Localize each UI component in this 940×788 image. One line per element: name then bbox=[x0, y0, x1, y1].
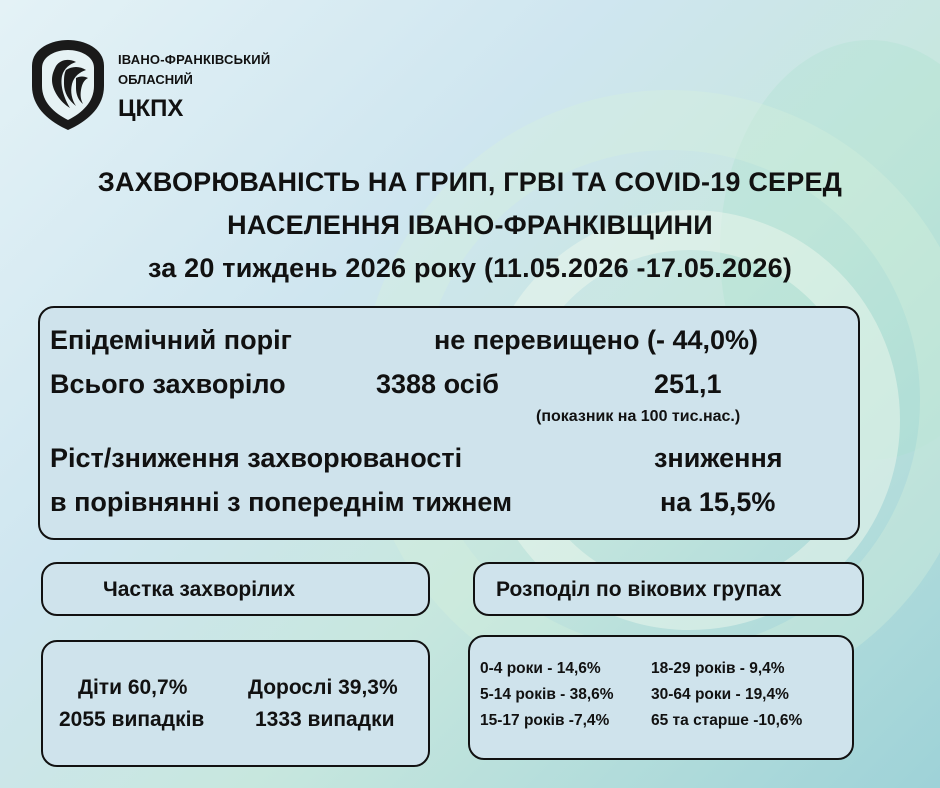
age-group-item: 65 та старше -10,6% bbox=[651, 712, 803, 729]
trend-label-line2: в порівнянні з попереднім тижнем bbox=[50, 487, 513, 517]
trend-value-line1: зниження bbox=[654, 443, 783, 473]
threshold-value: не перевищено (- 44,0%) bbox=[434, 325, 758, 355]
rate-note: (показник на 100 тис.нас.) bbox=[536, 408, 741, 425]
share-panel bbox=[41, 640, 430, 767]
total-label: Всього захворіло bbox=[50, 369, 286, 399]
page-subtitle-period: за 20 тиждень 2026 року (11.05.2026 -17.05.2026) bbox=[147, 253, 793, 283]
age-group-item: 5-14 років - 38,6% bbox=[480, 686, 614, 703]
age-group-item: 30-64 роки - 19,4% bbox=[651, 686, 789, 703]
trend-value-line2: на 15,5% bbox=[660, 487, 776, 517]
summary-panel bbox=[38, 306, 860, 540]
age-groups-header: Розподіл по вікових групах bbox=[496, 578, 782, 601]
total-persons: 3388 осіб bbox=[376, 369, 499, 399]
organization-name-line1: ІВАНО-ФРАНКІВСЬКИЙ bbox=[118, 52, 271, 67]
share-header-panel bbox=[41, 562, 430, 616]
age-group-item: 18-29 років - 9,4% bbox=[651, 660, 785, 677]
age-group-item: 0-4 роки - 14,6% bbox=[480, 660, 601, 677]
share-header: Частка захворілих bbox=[103, 578, 295, 601]
page-title-line1: ЗАХВОРЮВАНІСТЬ НА ГРИП, ГРВІ ТА COVID-19 СЕРЕД bbox=[97, 167, 843, 197]
age-groups-panel bbox=[468, 635, 854, 760]
page-title-line2: НАСЕЛЕННЯ ІВАНО-ФРАНКІВЩИНИ bbox=[227, 210, 713, 240]
threshold-label: Епідемічний поріг bbox=[50, 325, 292, 355]
trend-label-line1: Ріст/зниження захворюваності bbox=[50, 443, 463, 473]
age-group-item: 15-17 років -7,4% bbox=[480, 712, 610, 729]
total-rate: 251,1 bbox=[654, 369, 722, 399]
shield-logo-icon bbox=[26, 36, 110, 132]
organization-name-line2: ОБЛАСНИЙ bbox=[118, 72, 193, 87]
children-share: Діти 60,7% bbox=[78, 676, 188, 699]
adults-cases: 1333 випадки bbox=[255, 708, 395, 731]
children-cases: 2055 випадків bbox=[59, 708, 205, 731]
adults-share: Дорослі 39,3% bbox=[248, 676, 398, 699]
age-groups-header-panel bbox=[473, 562, 864, 616]
organization-abbreviation: ЦКПХ bbox=[118, 95, 184, 122]
